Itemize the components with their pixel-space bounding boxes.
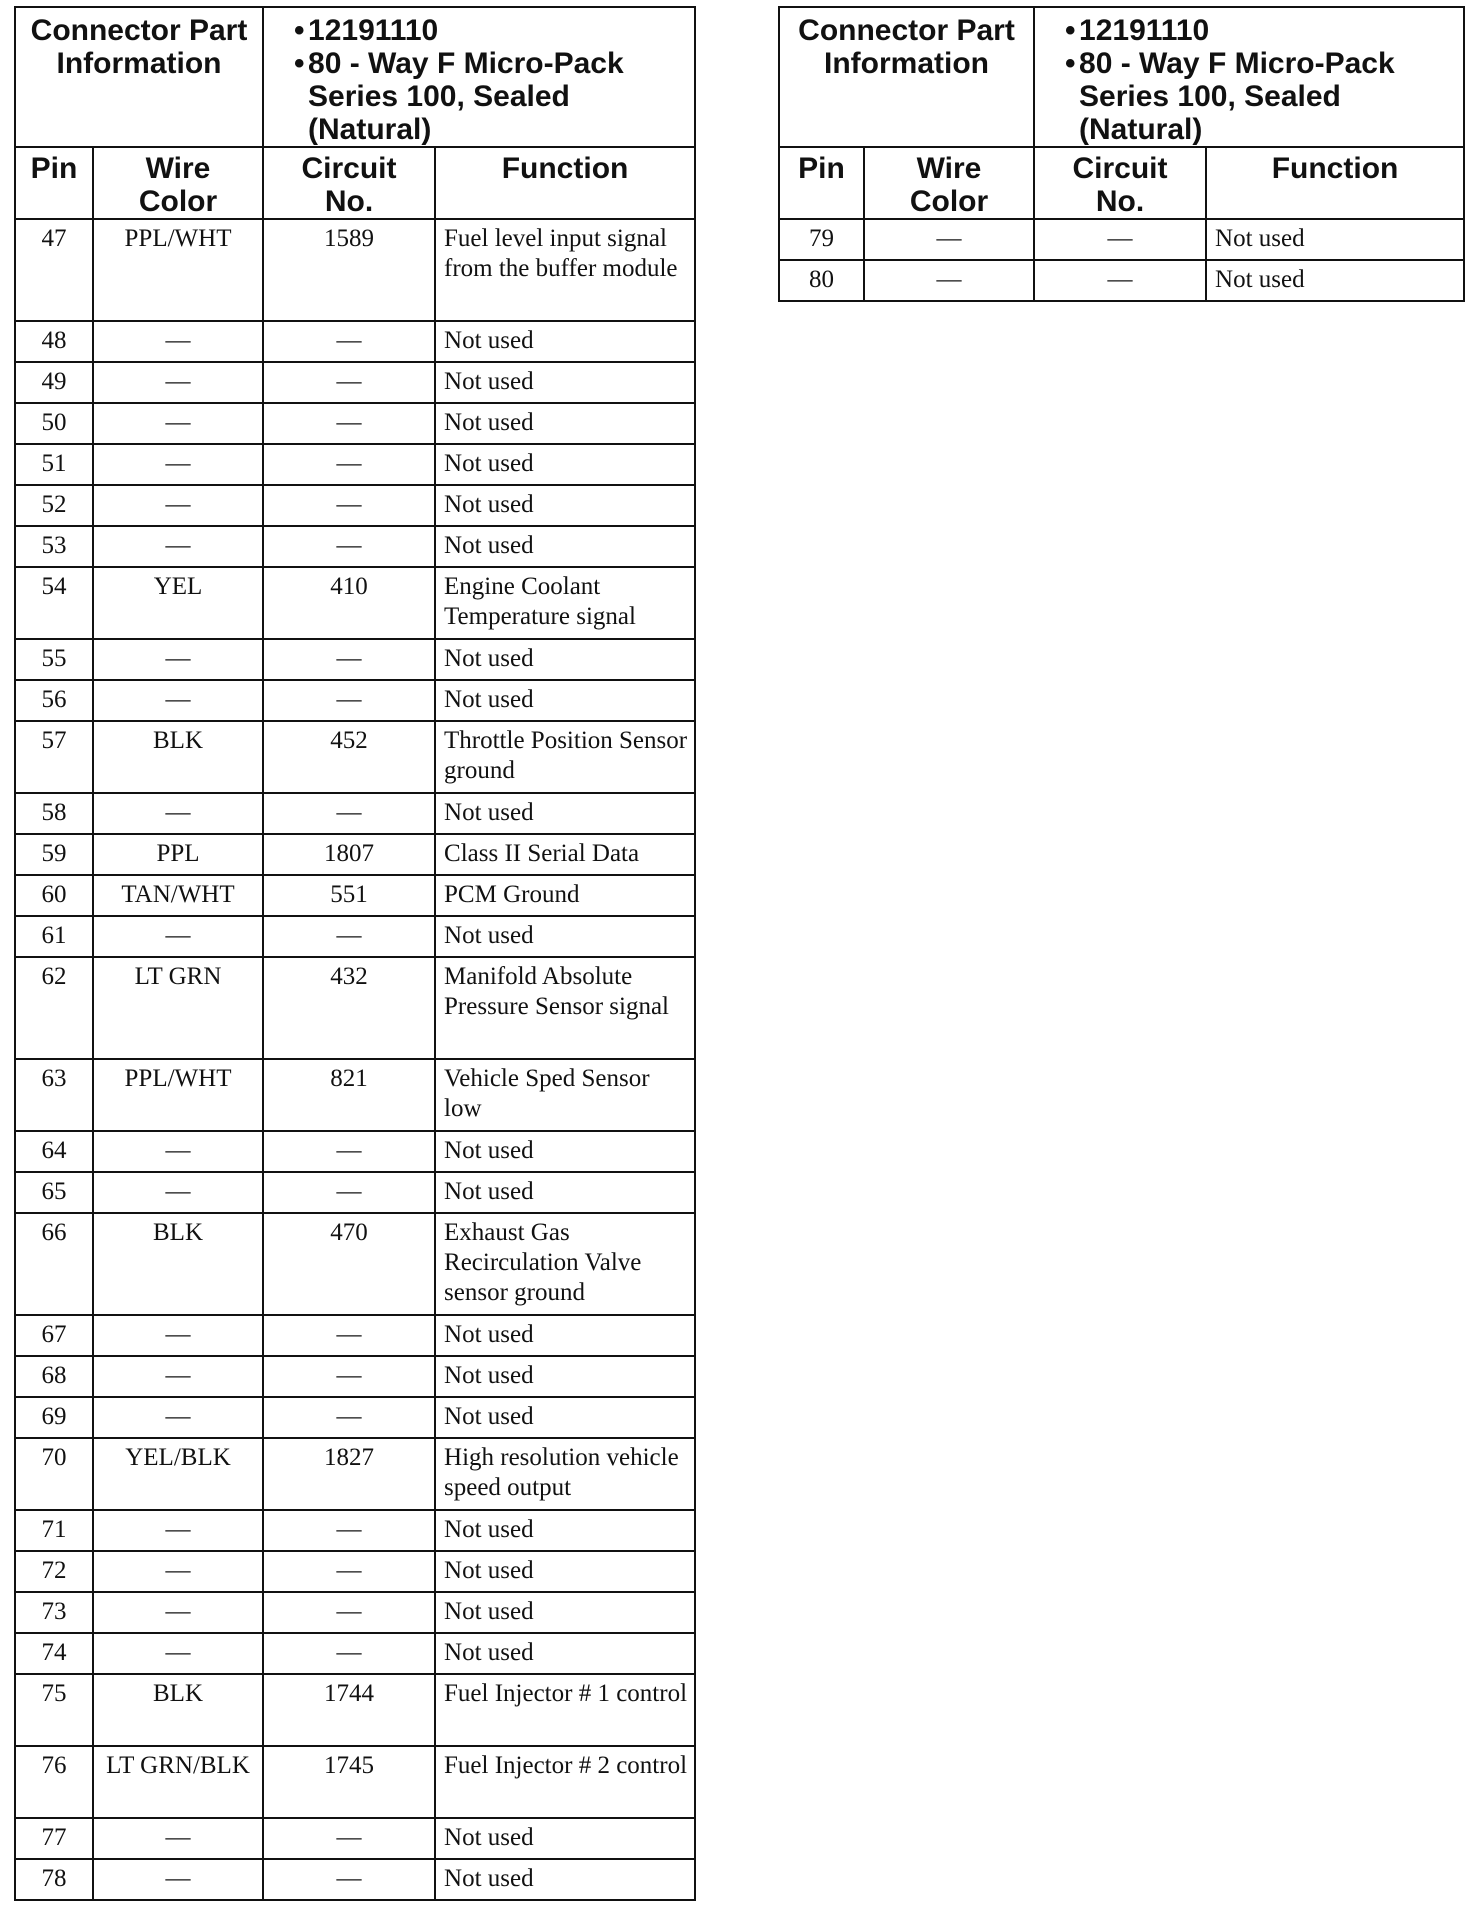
connector-description-line2: Series 100, Sealed (1079, 80, 1341, 113)
table-body-left (15, 219, 695, 1900)
table-row (15, 916, 695, 957)
table-row (15, 1213, 695, 1315)
wire-color-cell: — (93, 321, 263, 362)
connector-label-line1: Connector Part (30, 14, 248, 47)
circuit-cell: 410 (263, 567, 435, 639)
function-cell: Vehicle Sped Sensor low (435, 1059, 695, 1131)
wire-color-cell: LT GRN (93, 957, 263, 1059)
table-row (15, 793, 695, 834)
circuit-cell: — (263, 403, 435, 444)
function-cell: Not used (1206, 219, 1464, 260)
pin-cell: 58 (15, 793, 93, 834)
wire-color-cell: — (93, 1397, 263, 1438)
wire-color-cell: BLK (93, 1674, 263, 1746)
connector-part-label (15, 7, 263, 147)
connector-description-line3: (Natural) (308, 113, 432, 146)
column-header-function (1206, 147, 1464, 219)
bullet-icon: • (1065, 14, 1076, 47)
pin-cell: 56 (15, 680, 93, 721)
circuit-cell: — (263, 639, 435, 680)
circuit-cell: — (263, 916, 435, 957)
connector-description-line1: 80 - Way F Micro-Pack (308, 47, 624, 80)
column-header-circuit (1034, 147, 1206, 219)
column-pin-label: Pin (798, 152, 845, 185)
column-header-wire-color (864, 147, 1034, 219)
circuit-cell: — (263, 1633, 435, 1674)
bullet-icon: • (294, 47, 305, 80)
circuit-cell: 452 (263, 721, 435, 793)
wire-color-cell: PPL/WHT (93, 1059, 263, 1131)
table-body-right (779, 219, 1464, 301)
table-row (15, 485, 695, 526)
function-cell: Not used (435, 1131, 695, 1172)
pin-cell: 64 (15, 1131, 93, 1172)
table-row (15, 1674, 695, 1746)
table-row (15, 1059, 695, 1131)
function-cell: Not used (435, 1633, 695, 1674)
wire-color-cell: PPL (93, 834, 263, 875)
function-cell: Not used (435, 680, 695, 721)
wire-color-cell: — (93, 444, 263, 485)
table-row (15, 321, 695, 362)
function-cell: PCM Ground (435, 875, 695, 916)
wire-color-cell: LT GRN/BLK (93, 1746, 263, 1818)
circuit-cell: — (263, 1551, 435, 1592)
connector-part-label (779, 7, 1034, 147)
circuit-cell: — (263, 362, 435, 403)
function-cell: Fuel level input signal from the buffer module (435, 219, 695, 321)
pin-cell: 67 (15, 1315, 93, 1356)
wire-color-cell: — (93, 793, 263, 834)
column-header-circuit (263, 147, 435, 219)
circuit-cell: 432 (263, 957, 435, 1059)
pin-cell: 71 (15, 1510, 93, 1551)
wire-color-cell: — (93, 526, 263, 567)
pin-cell: 50 (15, 403, 93, 444)
circuit-cell: — (263, 1818, 435, 1859)
circuit-cell: — (1034, 260, 1206, 301)
table-row (15, 567, 695, 639)
column-header-function (435, 147, 695, 219)
function-cell: Not used (435, 1397, 695, 1438)
table-row (15, 1746, 695, 1818)
circuit-cell: — (263, 1172, 435, 1213)
table-row (15, 957, 695, 1059)
connector-part-info (263, 7, 695, 147)
column-function-label: Function (501, 152, 629, 185)
table-row (15, 1356, 695, 1397)
pin-cell: 59 (15, 834, 93, 875)
table-row (15, 875, 695, 916)
wire-color-cell: BLK (93, 1213, 263, 1315)
wire-color-cell: — (93, 1859, 263, 1900)
table-row (15, 1438, 695, 1510)
pin-cell: 47 (15, 219, 93, 321)
circuit-cell: 1589 (263, 219, 435, 321)
pin-cell: 60 (15, 875, 93, 916)
column-header-wire-color (93, 147, 263, 219)
wire-color-cell: — (93, 403, 263, 444)
wire-color-cell: — (93, 1633, 263, 1674)
pin-cell: 52 (15, 485, 93, 526)
wire-color-cell: — (93, 1356, 263, 1397)
table-row (15, 1592, 695, 1633)
function-cell: Exhaust Gas Recirculation Valve sensor ground (435, 1213, 695, 1315)
circuit-cell: 470 (263, 1213, 435, 1315)
circuit-cell: — (263, 321, 435, 362)
pin-cell: 77 (15, 1818, 93, 1859)
circuit-cell: — (263, 1397, 435, 1438)
column-function-label: Function (1271, 152, 1399, 185)
wire-color-cell: — (93, 1510, 263, 1551)
pin-cell: 55 (15, 639, 93, 680)
function-cell: Not used (435, 362, 695, 403)
pin-cell: 75 (15, 1674, 93, 1746)
table-row (15, 1315, 695, 1356)
pin-cell: 49 (15, 362, 93, 403)
pin-cell: 79 (779, 219, 864, 260)
pin-cell: 72 (15, 1551, 93, 1592)
table-row (15, 1633, 695, 1674)
function-cell: Not used (435, 321, 695, 362)
column-wire-label-line2: Color (909, 185, 989, 218)
pin-cell: 48 (15, 321, 93, 362)
wire-color-cell: — (93, 680, 263, 721)
function-cell: Engine Coolant Temperature signal (435, 567, 695, 639)
function-cell: Not used (435, 1818, 695, 1859)
function-cell: Not used (435, 1315, 695, 1356)
connector-description-line2: Series 100, Sealed (308, 80, 570, 113)
connector-label-line1: Connector Part (798, 14, 1015, 47)
wire-color-cell: — (93, 916, 263, 957)
circuit-cell: 1745 (263, 1746, 435, 1818)
connector-label-line2: Information (56, 47, 222, 80)
table-row (15, 526, 695, 567)
table-row (779, 219, 1464, 260)
function-cell: Throttle Position Sensor ground (435, 721, 695, 793)
column-circuit-label-line2: No. (1095, 185, 1145, 218)
pin-cell: 62 (15, 957, 93, 1059)
pin-cell: 65 (15, 1172, 93, 1213)
wire-color-cell: — (93, 1551, 263, 1592)
circuit-cell: — (263, 1315, 435, 1356)
table-row (15, 1551, 695, 1592)
wire-color-cell: — (93, 1818, 263, 1859)
column-circuit-label-line2: No. (324, 185, 374, 218)
wire-color-cell: — (864, 260, 1034, 301)
pin-cell: 51 (15, 444, 93, 485)
pin-cell: 57 (15, 721, 93, 793)
circuit-cell: — (263, 680, 435, 721)
circuit-cell: — (1034, 219, 1206, 260)
table-row (15, 680, 695, 721)
connector-table-left (14, 6, 696, 1901)
pin-cell: 74 (15, 1633, 93, 1674)
circuit-cell: 551 (263, 875, 435, 916)
bullet-icon: • (1065, 47, 1076, 80)
circuit-cell: — (263, 1592, 435, 1633)
column-wire-label-line1: Wire (145, 152, 211, 185)
wire-color-cell: TAN/WHT (93, 875, 263, 916)
circuit-cell: 1744 (263, 1674, 435, 1746)
circuit-cell: — (263, 485, 435, 526)
wire-color-cell: BLK (93, 721, 263, 793)
function-cell: Fuel Injector # 2 control (435, 1746, 695, 1818)
table-row (15, 1818, 695, 1859)
wire-color-cell: YEL (93, 567, 263, 639)
column-circuit-label-line1: Circuit (301, 152, 397, 185)
pin-cell: 53 (15, 526, 93, 567)
wire-color-cell: YEL/BLK (93, 1438, 263, 1510)
circuit-cell: — (263, 444, 435, 485)
circuit-cell: — (263, 793, 435, 834)
column-circuit-label-line1: Circuit (1072, 152, 1168, 185)
pin-cell: 61 (15, 916, 93, 957)
table-row (15, 1172, 695, 1213)
function-cell: Not used (1206, 260, 1464, 301)
function-cell: Not used (435, 1859, 695, 1900)
function-cell: Not used (435, 793, 695, 834)
table-row (15, 1397, 695, 1438)
function-cell: Class II Serial Data (435, 834, 695, 875)
wire-color-cell: — (93, 1131, 263, 1172)
wire-color-cell: — (93, 1315, 263, 1356)
function-cell: High resolution vehicle speed output (435, 1438, 695, 1510)
wire-color-cell: PPL/WHT (93, 219, 263, 321)
table-row (15, 639, 695, 680)
connector-table-right (778, 6, 1465, 302)
circuit-cell: — (263, 1131, 435, 1172)
table-row (15, 1859, 695, 1900)
pin-cell: 66 (15, 1213, 93, 1315)
function-cell: Not used (435, 526, 695, 567)
function-cell: Not used (435, 444, 695, 485)
wire-color-cell: — (864, 219, 1034, 260)
column-pin-label: Pin (30, 152, 78, 185)
table-row (15, 1510, 695, 1551)
connector-description-line1: 80 - Way F Micro-Pack (1079, 47, 1395, 80)
circuit-cell: — (263, 1356, 435, 1397)
function-cell: Not used (435, 1551, 695, 1592)
circuit-cell: 821 (263, 1059, 435, 1131)
wire-color-cell: — (93, 639, 263, 680)
wire-color-cell: — (93, 1172, 263, 1213)
table-row (15, 403, 695, 444)
function-cell: Fuel Injector # 1 control (435, 1674, 695, 1746)
function-cell: Not used (435, 639, 695, 680)
table-row (15, 444, 695, 485)
pin-cell: 68 (15, 1356, 93, 1397)
column-header-pin (779, 147, 864, 219)
column-header-pin (15, 147, 93, 219)
pin-cell: 69 (15, 1397, 93, 1438)
pin-cell: 78 (15, 1859, 93, 1900)
circuit-cell: — (263, 526, 435, 567)
part-number: 12191110 (308, 14, 439, 47)
function-cell: Not used (435, 916, 695, 957)
table-row (15, 834, 695, 875)
connector-label-line2: Information (824, 47, 989, 80)
bullet-icon: • (294, 14, 305, 47)
function-cell: Not used (435, 1172, 695, 1213)
pin-cell: 80 (779, 260, 864, 301)
part-number: 12191110 (1079, 14, 1210, 47)
function-cell: Not used (435, 403, 695, 444)
wire-color-cell: — (93, 485, 263, 526)
pin-cell: 76 (15, 1746, 93, 1818)
wire-color-cell: — (93, 362, 263, 403)
table-row (15, 1131, 695, 1172)
circuit-cell: 1807 (263, 834, 435, 875)
table-row (15, 219, 695, 321)
function-cell: Not used (435, 1356, 695, 1397)
connector-part-info (1034, 7, 1464, 147)
column-wire-label-line2: Color (138, 185, 218, 218)
table-row (779, 260, 1464, 301)
circuit-cell: 1827 (263, 1438, 435, 1510)
function-cell: Not used (435, 485, 695, 526)
function-cell: Not used (435, 1510, 695, 1551)
table-row (15, 721, 695, 793)
connector-description-line3: (Natural) (1079, 113, 1203, 146)
function-cell: Not used (435, 1592, 695, 1633)
pin-cell: 54 (15, 567, 93, 639)
pin-cell: 63 (15, 1059, 93, 1131)
table-row (15, 362, 695, 403)
pin-cell: 70 (15, 1438, 93, 1510)
wire-color-cell: — (93, 1592, 263, 1633)
pin-cell: 73 (15, 1592, 93, 1633)
function-cell: Manifold Absolute Pressure Sensor signal (435, 957, 695, 1059)
circuit-cell: — (263, 1859, 435, 1900)
circuit-cell: — (263, 1510, 435, 1551)
column-wire-label-line1: Wire (916, 152, 982, 185)
